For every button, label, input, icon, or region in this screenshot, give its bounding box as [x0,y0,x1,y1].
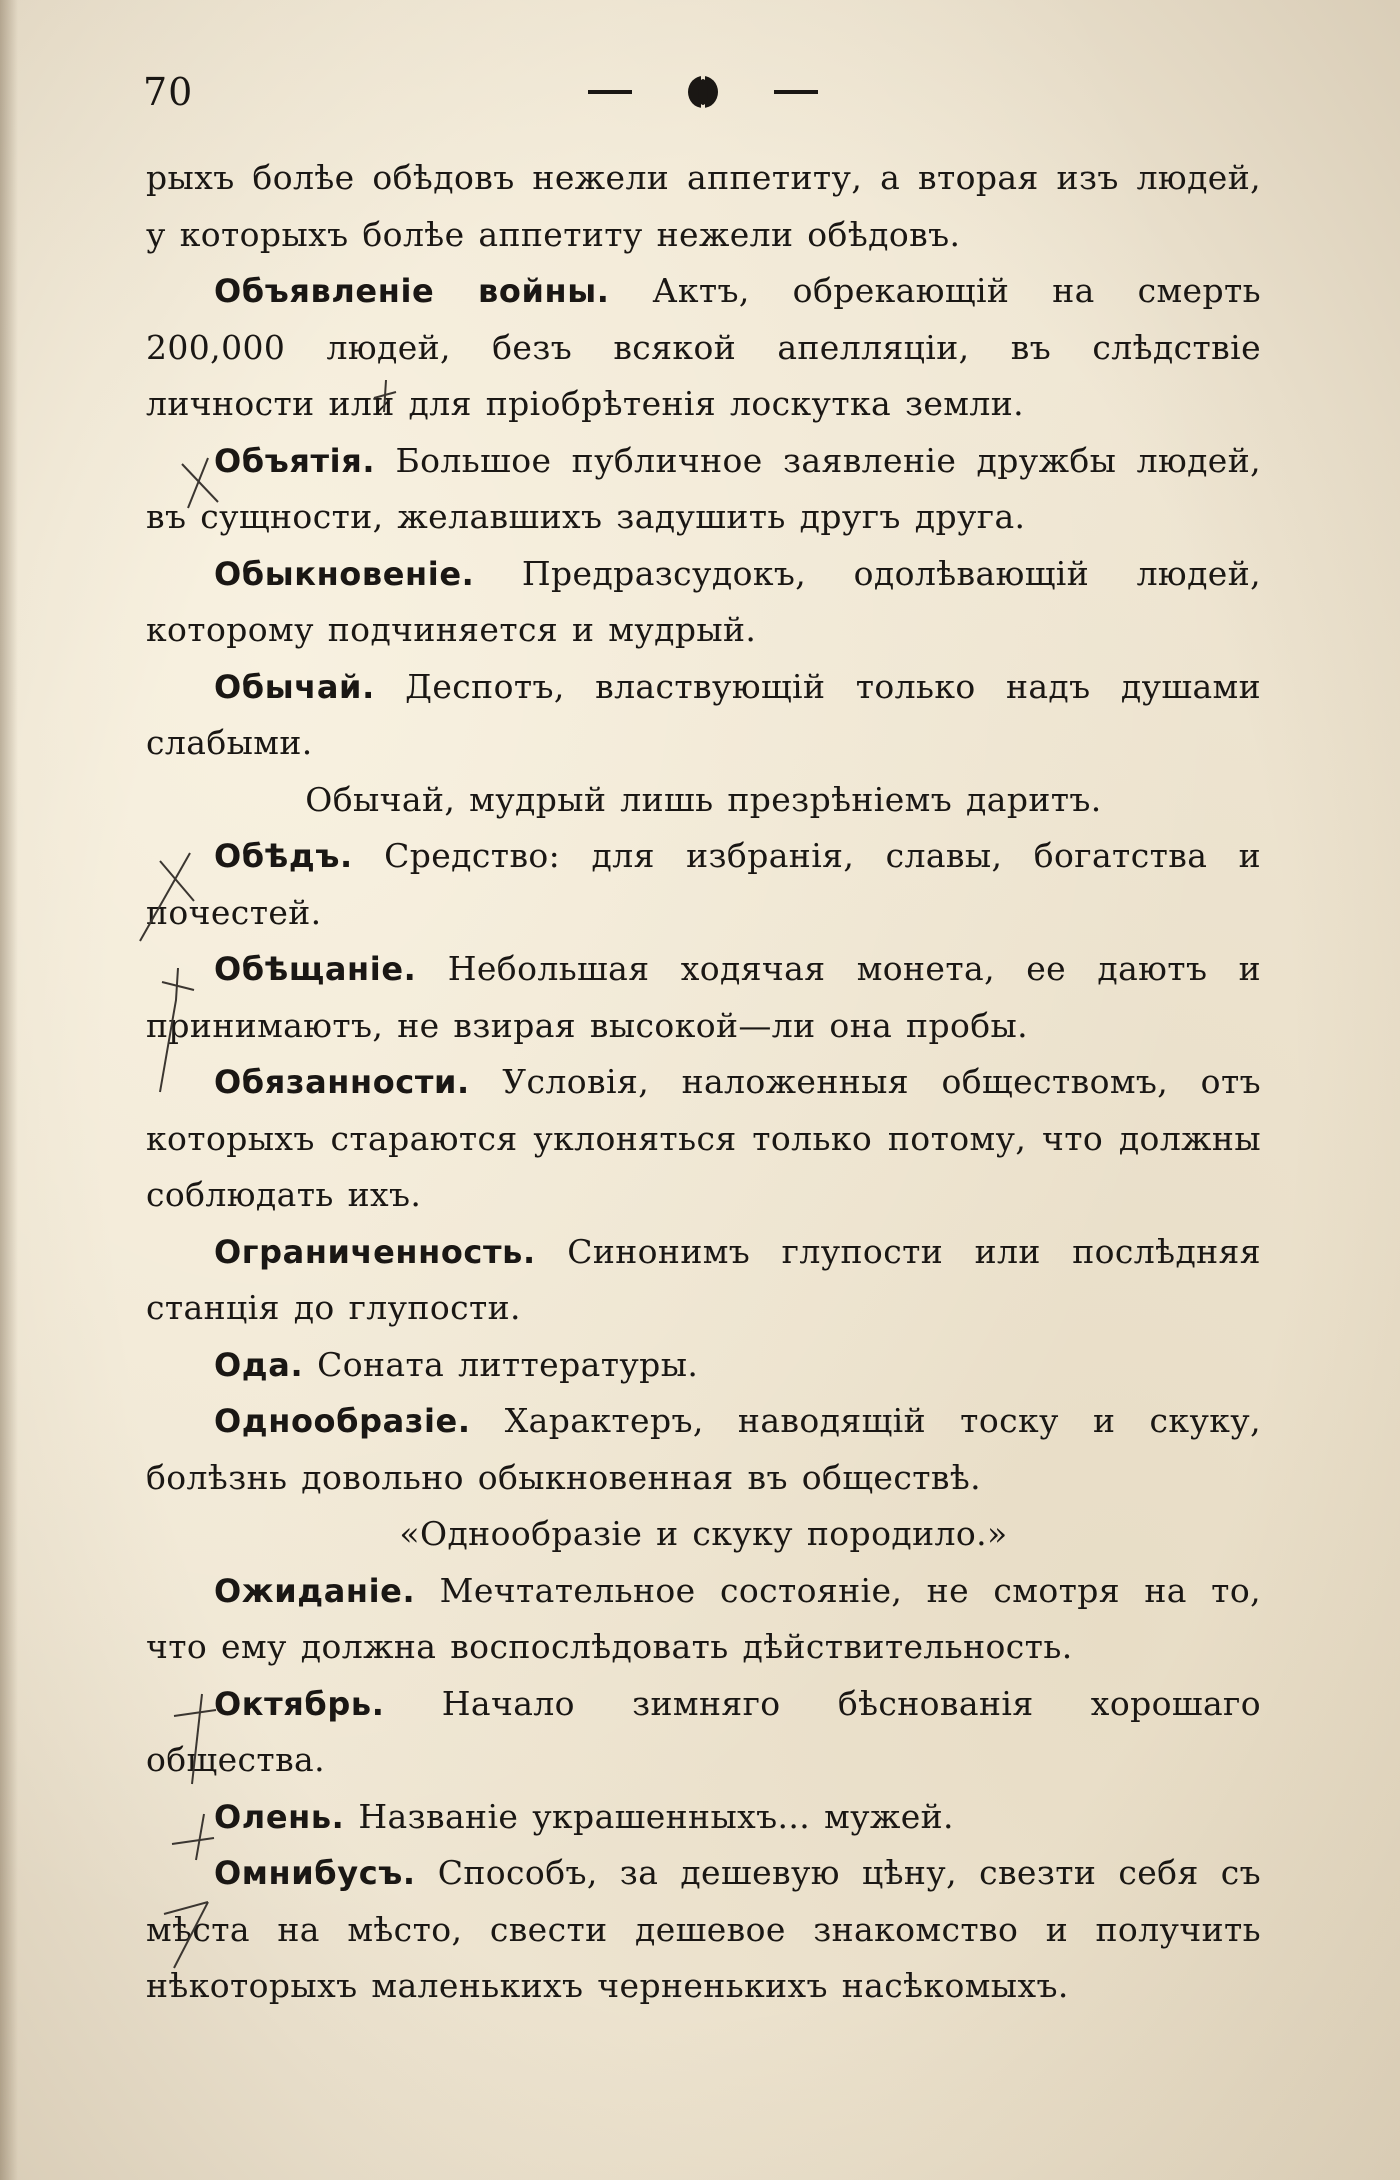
entry-definition: Средство: для избранія, славы, богатства и почестей. [146,836,1261,932]
entry-term: Ограниченность. [214,1232,536,1271]
entry-term: Однообразіе. [214,1402,471,1440]
dictionary-entry [146,1845,1261,2015]
dictionary-entry [146,1224,1261,1337]
quotation-text: Обычай, мудрый лишь презрѣніемъ даритъ. [305,779,1102,819]
dictionary-text [146,150,1261,2015]
paragraph-text: рыхъ болѣе обѣдовъ нежели аппетиту, а вторая изъ людей, у которыхъ болѣе аппетиту нежели обѣдовъ. [146,158,1261,254]
entry-term: Обѣдъ. [214,837,353,875]
entry-definition: Начало зимняго бѣснованія хорошаго общества. [146,1683,1261,1779]
dictionary-entry [146,659,1261,772]
entry-definition: Способъ, за дешевую цѣну, свезти себя съ мѣста на мѣсто, свести дешевое знакомство и получить нѣкоторыхъ маленькихъ черненькихъ насѣкомыхъ. [146,1853,1261,2005]
quotation [146,772,1261,829]
ornament-icon [686,74,720,110]
header-dash-right [774,90,818,94]
dictionary-entry [146,1337,1261,1394]
entry-definition: Большое публичное заявленіе дружбы людей, въ сущности, желавшихъ задушить другъ друга. [146,440,1262,536]
entry-definition: Условія, наложенныя обществомъ, отъ которыхъ стараются уклоняться только потому, что должны соблюдать ихъ. [146,1062,1262,1214]
entry-term: Октябрь. [214,1684,385,1723]
dictionary-entry [146,1789,1261,1846]
header-dash-left [588,90,632,94]
entry-definition: Актъ, обрекающій на смерть 200,000 людей, безъ всякой апелляціи, въ слѣдствіе личности или для пріобрѣтенія лоскутка земли. [146,271,1262,423]
entry-term: Обѣщаніе. [214,950,417,988]
dictionary-entry [146,263,1261,433]
entry-definition: Деспотъ, властвующій только надъ душами слабыми. [146,666,1261,762]
dictionary-entry [146,546,1261,659]
entry-term: Обычай. [214,667,375,706]
dictionary-entry [146,1393,1261,1506]
dictionary-entry [146,941,1261,1054]
dictionary-entry [146,828,1261,941]
entry-definition: Небольшая ходячая монета, ее даютъ и принимаютъ, не взирая высокой—ли она пробы. [146,949,1262,1045]
entry-definition: Мечтательное состояніе, не смотря на то, что ему должна воспослѣдовать дѣйствительность. [146,1570,1261,1666]
entry-term: Обязанности. [214,1063,470,1101]
dictionary-entry [146,1676,1261,1789]
entry-term: Олень. [214,1797,345,1836]
entry-definition: Характеръ, наводящій тоску и скуку, болѣзнь довольно обыкновенная въ обществѣ. [146,1401,1262,1497]
entry-term: Омнибусъ. [214,1854,416,1892]
entry-term: Объятія. [214,441,376,480]
entry-definition: Соната литтературы. [317,1344,699,1384]
entry-definition: Синонимъ глупости или послѣдняя станція до глупости. [146,1231,1261,1327]
entry-term: Объявленіе войны. [214,272,610,310]
page-edge-shadow [0,0,18,2180]
page-header-ornament [588,72,818,112]
entry-term: Обыкновеніе. [214,554,475,593]
quotation [146,1506,1261,1563]
paragraph [146,150,1261,263]
page-number: 70 [143,70,194,114]
entry-definition: Названіе украшенныхъ... мужей. [358,1796,954,1836]
entry-definition: Предразсудокъ, одолѣвающій людей, которому подчиняется и мудрый. [146,553,1261,649]
entry-term: Ожиданіе. [214,1571,416,1610]
dictionary-entry [146,433,1261,546]
dictionary-entry [146,1563,1261,1676]
entry-term: Ода. [214,1345,304,1384]
quotation-text: «Однообразіе и скуку породило.» [399,1514,1008,1553]
dictionary-entry [146,1054,1261,1224]
